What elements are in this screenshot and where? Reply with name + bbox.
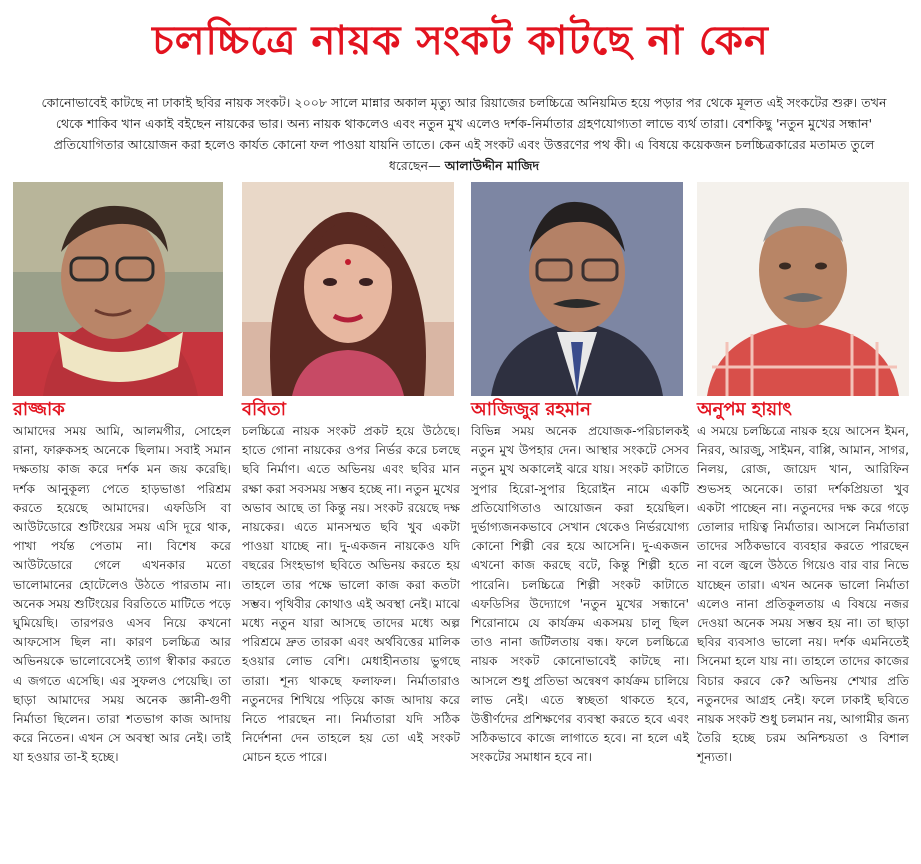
intro-text: কোনোভাবেই কাটছে না ঢাকাই ছবির নায়ক সংকট। ২০০৮ সালে মান্নার অকাল মৃত্যু আর রিয়াজের চলচ্চিত্রে অনিয়মিত হয়ে পড়ার পর থেকে মূলত এই সংকটের শুরু। তখন থেকে শাকিব খান একাই বইছেন নায়কের ভার। অন্য নায়ক থাকলেও এবং নতুন মুখ এলেও দর্শক-নির্মাতার গ্রহণযোগ্যতা লাভে ব্যর্থ তারা। বেশকিছু 'নতুন মুখের সন্ধান' প্রতিযোগিতার আয়োজন করা হলেও কার্যত কোনো ফল পাওয়া যায়নি তাতে। কেন এই সংকট এবং উত্তরণের পথ কী। এ বিষয়ে কয়েকজন চলচ্চিত্রকারের মতামত তুলে ধরেছেন—: [41, 95, 887, 173]
column-babita: [242, 182, 460, 768]
portrait-photo-babita: [242, 182, 460, 396]
quote-text: এ সময়ে চলচ্চিত্রে নায়ক হয়ে আসেন ইমন, নিরব, আরজু, সাইমন, বাপ্পি, আমান, সাগর, নিলয়, রোজ, জায়েদ খান, আরিফিন শুভসহ অনেকে। তারা দর্শকপ্রিয়তা খুব একটা পাচ্ছেন না। নতুনদের দক্ষ করে গড়ে তোলার দায়িত্ব নির্মাতার। আসলে নির্মাতারা তাদের সঠিকভাবে ব্যবহার করতে পারছেন না বলে জ্বলে উঠতে গিয়েও বার বার নিভে যাচ্ছেন তারা। এখন অনেক ভালো নির্মাতা এলেও নানা প্রতিকূলতায় এ বিষয়ে নজর দেওয়া অনেক সময় সম্ভব হয় না। তা ছাড়া ছবির ব্যবসাও ভালো নয়। দর্শক এমনিতেই সিনেমা হলে যায় না। তাহলে তাদের কাজের বিচার করবে কে? অভিনয় শেখার প্রতি নতুনদের আগ্রহ নেই। ফলে ঢাকাই ছবিতে নায়ক সংকট শুধু চলমান নয়, আগামীর জন্য তৈরি হচ্ছে চরম অনিশ্চয়তা ও বিশাল শূন্যতা।: [697, 424, 909, 765]
byline: আলাউদ্দীন মাজিদ: [444, 158, 540, 173]
column-anupam-hayat: [697, 182, 909, 768]
column-razzak: [13, 182, 231, 768]
speaker-name: অনুপম হায়াৎ: [697, 399, 792, 420]
column-azizur-rahman: [471, 182, 689, 768]
intro-paragraph: [40, 92, 888, 176]
speaker-name: ববিতা: [242, 399, 286, 420]
headline: চলচ্চিত্রে নায়ক সংকট কাটছে না কেন: [152, 18, 769, 64]
portrait-photo-razzak: [13, 182, 231, 396]
speaker-name: রাজ্জাক: [13, 399, 65, 420]
quote-text: বিভিন্ন সময় অনেক প্রযোজক-পরিচালকই নতুন মুখ উপহার দেন। আস্থার সংকটে সেসব নতুন মুখ অকালেই ঝরে যায়। সংকট কাটাতে সুপার হিরো-সুপার হিরোইন নামে একটি প্রতিযোগিতাও আয়োজন করা হয়েছিল। দুর্ভাগ্যজনকভাবে সেখান থেকেও নির্ভরযোগ্য কোনো শিল্পী বের হয়ে আসেনি। দু-একজন এখনো কাজ করছে বটে, কিন্তু শিল্পী হতে পারেনি। চলচ্চিত্রে শিল্পী সংকট কাটাতে এফডিসির উদ্যোগে 'নতুন মুখের সন্ধানে' শিরোনামে যে কার্যক্রম একসময় চালু ছিল তাও নানা জটিলতায় বন্ধ। ফলে চলচ্চিত্রে নায়ক সংকট কোনোভাবেই কাটছে না। আসলে শুধু প্রতিভা অন্বেষণ কার্যক্রম চালিয়ে লাভ নেই। এতে স্বচ্ছতা থাকতে হবে, উত্তীর্ণদের প্রশিক্ষণের ব্যবস্থা করতে হবে এবং সঠিকভাবে কাজে লাগাতে হবে। না হলে এই সংকটের সমাধান হবে না।: [471, 424, 689, 765]
quote-text: চলচ্চিত্রে নায়ক সংকট প্রকট হয়ে উঠেছে। হাতে গোনা নায়কের ওপর নির্ভর করে চলছে ছবি নির্মাণ। এতে অভিনয় এবং ছবির মান রক্ষা করা সবসময় সম্ভব হচ্ছে না। নতুন মুখের অভাব আছে তা কিন্তু নয়। সংকট রয়েছে দক্ষ নায়কের। এতে মানসম্মত ছবি খুব একটা পাওয়া যাচ্ছে না। দু-একজন নায়কেও যদি বছরের সিংহভাগ ছবিতে অভিনয় করতে হয় তাহলে তার পক্ষে ভালো কাজ করা কতটা সম্ভব। পৃথিবীর কোথাও এই অবস্থা নেই। মাঝে মধ্যে নতুন যারা আসছে তাদের মধ্যে অল্প পরিশ্রমে দ্রুত তারকা এবং অর্থবিত্তের মালিক হওয়ার লোভ বেশি। মেধাহীনতায় ভুগছে তারা। শূন্য থাকছে ফলাফল। নির্মাতারাও নতুনদের শিখিয়ে পড়িয়ে কাজ আদায় করে নিতে পারছেন না। নির্মাতারা যদি সঠিক নির্দেশনা দেন তাহলে হয় তো এই সংকট মোচন হতে পারে।: [242, 424, 460, 765]
portrait-photo-azizur-rahman: [471, 182, 689, 396]
quote-text: আমাদের সময় আমি, আলমগীর, সোহেল রানা, ফারুকসহ অনেকে ছিলাম। সবাই সমান দক্ষতায় কাজ করে দর্শক মন জয় করেছি। দর্শক আনুকূল্য পেতে হাড়ভাঙা পরিশ্রম করতে হয়েছে আমাদের। এফডিসি বা আউটডোরে শুটিংয়ের সময় এসি দূরে থাক, পাখা পর্যন্ত পেতাম না। বিশেষ করে আউটডোরে গেলে এখনকার মতো ভালোমানের হোটেলেও উঠতে পারতাম না। অনেক সময় শুটিংয়ের বিরতিতে মাটিতে পড়ে ঘুমিয়েছি। তারপরও এসব নিয়ে কখনো আফসোস ছিল না। কারণ চলচ্চিত্র আর অভিনয়কে ভালোবেসেই ত্যাগ স্বীকার করতে এ জগতে এসেছি। এর সুফলও পেয়েছি। তা ছাড়া আমাদের সময় অনেক জ্ঞানী-গুণী নির্মাতা ছিলেন। তারা শতভাগ কাজ আদায় করে নিতেন। এখন সে অবস্থা আর নেই। তাই যা হওয়ার তা-ই হচ্ছে।: [13, 424, 231, 765]
speaker-name: আজিজুর রহমান: [471, 399, 591, 420]
portrait-photo-anupam-hayat: [697, 182, 909, 396]
